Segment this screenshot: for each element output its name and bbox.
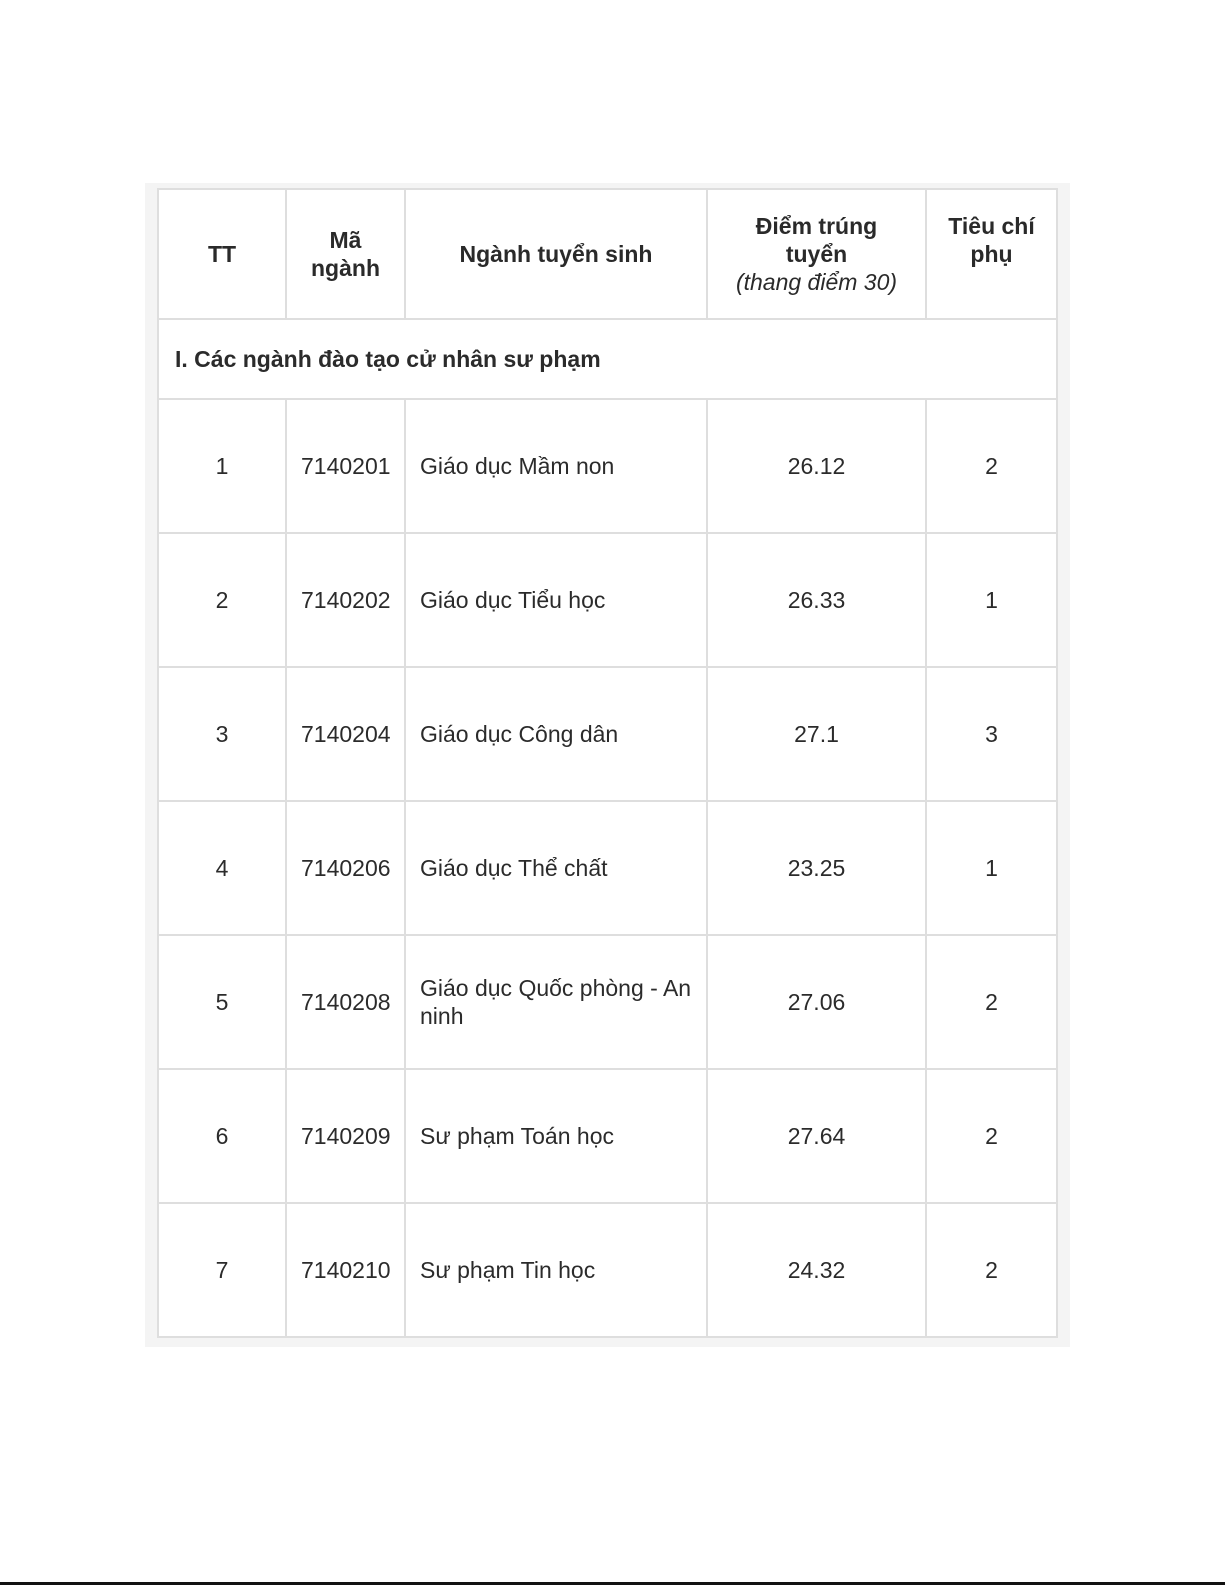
cell-score: 26.33 — [707, 533, 926, 667]
cell-major-code: 7140209 — [286, 1069, 405, 1203]
cell-tt: 2 — [158, 533, 286, 667]
cell-criteria: 2 — [926, 1069, 1057, 1203]
cell-major-name: Giáo dục Mầm non — [405, 399, 707, 533]
section-title: I. Các ngành đào tạo cử nhân sư phạm — [158, 319, 1057, 399]
cell-score: 27.06 — [707, 935, 926, 1069]
cell-tt: 5 — [158, 935, 286, 1069]
cell-tt: 1 — [158, 399, 286, 533]
cell-tt: 6 — [158, 1069, 286, 1203]
cell-score: 24.32 — [707, 1203, 926, 1337]
header-tt: TT — [158, 189, 286, 319]
table-row — [158, 399, 1057, 533]
header-score: Điểm trúng tuyển (thang điểm 30) — [707, 189, 926, 319]
cell-score: 27.1 — [707, 667, 926, 801]
cell-major-name: Giáo dục Tiểu học — [405, 533, 707, 667]
cell-criteria: 2 — [926, 935, 1057, 1069]
table-row — [158, 1069, 1057, 1203]
table-row — [158, 935, 1057, 1069]
cell-major-name: Sư phạm Tin học — [405, 1203, 707, 1337]
cell-major-code: 7140202 — [286, 533, 405, 667]
header-major-code: Mã ngành — [286, 189, 405, 319]
cell-score: 26.12 — [707, 399, 926, 533]
cell-tt: 4 — [158, 801, 286, 935]
header-major-name: Ngành tuyển sinh — [405, 189, 707, 319]
admission-score-table-container — [145, 183, 1070, 1347]
cell-major-code: 7140206 — [286, 801, 405, 935]
table-row — [158, 667, 1057, 801]
header-criteria: Tiêu chí phụ — [926, 189, 1057, 319]
cell-major-code: 7140204 — [286, 667, 405, 801]
admission-score-table — [157, 188, 1058, 1338]
cell-score: 23.25 — [707, 801, 926, 935]
table-row — [158, 801, 1057, 935]
cell-criteria: 2 — [926, 1203, 1057, 1337]
cell-major-code: 7140208 — [286, 935, 405, 1069]
cell-major-name: Giáo dục Quốc phòng - An ninh — [405, 935, 707, 1069]
cell-major-name: Sư phạm Toán học — [405, 1069, 707, 1203]
cell-criteria: 1 — [926, 533, 1057, 667]
cell-score: 27.64 — [707, 1069, 926, 1203]
cell-major-name: Giáo dục Thể chất — [405, 801, 707, 935]
cell-major-name: Giáo dục Công dân — [405, 667, 707, 801]
cell-criteria: 1 — [926, 801, 1057, 935]
cell-criteria: 3 — [926, 667, 1057, 801]
table-row — [158, 533, 1057, 667]
cell-major-code: 7140201 — [286, 399, 405, 533]
cell-tt: 3 — [158, 667, 286, 801]
table-header-row — [158, 189, 1057, 319]
cell-tt: 7 — [158, 1203, 286, 1337]
cell-major-code: 7140210 — [286, 1203, 405, 1337]
cell-criteria: 2 — [926, 399, 1057, 533]
table-row — [158, 1203, 1057, 1337]
section-row — [158, 319, 1057, 399]
